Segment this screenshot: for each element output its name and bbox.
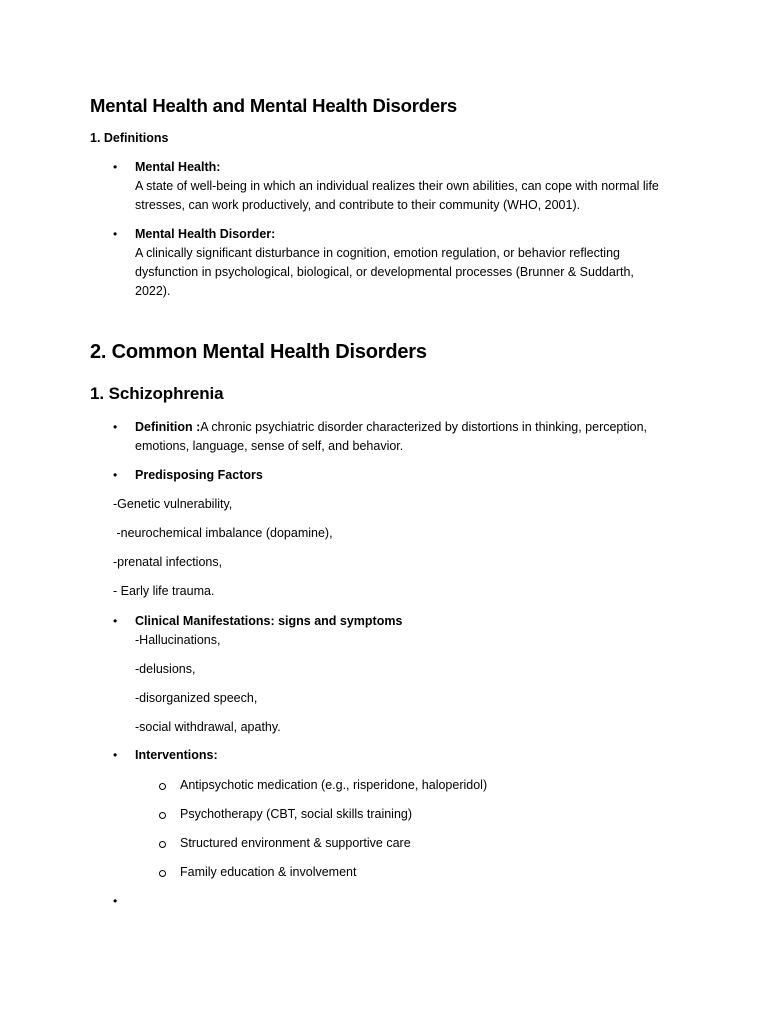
subsection-heading: 1. Schizophrenia bbox=[90, 384, 224, 403]
predisposing-label: Predisposing Factors bbox=[135, 468, 263, 482]
intervention-item: Antipsychotic medication (e.g., risperidone, haloperidol) bbox=[180, 778, 488, 792]
section-heading: 2. Common Mental Health Disorders bbox=[90, 341, 427, 363]
definition-line: dysfunction in psychological, biological, or developmental processes (Brunner & Suddarth, bbox=[135, 265, 634, 279]
definition-text bbox=[135, 177, 695, 215]
sign-item: -Hallucinations, bbox=[135, 633, 221, 647]
intervention-item: Psychotherapy (CBT, social skills training) bbox=[180, 807, 413, 821]
circle-bullet-marker bbox=[159, 870, 166, 877]
clinical-label: Clinical Manifestations: signs and symptoms bbox=[135, 614, 403, 628]
empty-bullet-marker: • bbox=[113, 894, 118, 908]
bullet-marker: • bbox=[113, 227, 118, 241]
definitions-heading: 1. Definitions bbox=[90, 131, 169, 145]
definition-line: A state of well-being in which an individual realizes their own abilities, can cope with normal life bbox=[135, 179, 659, 193]
definition-label: Mental Health: bbox=[135, 160, 221, 174]
circle-bullet-marker bbox=[159, 841, 166, 848]
circle-bullet-marker bbox=[159, 812, 166, 819]
sign-item: -disorganized speech, bbox=[135, 691, 258, 705]
definition-label: Mental Health Disorder: bbox=[135, 227, 276, 241]
factor-item: -Genetic vulnerability, bbox=[113, 497, 233, 511]
definition-label: Definition : bbox=[135, 420, 201, 434]
definition-line: stresses, can work productively, and contribute to their community (WHO, 2001). bbox=[135, 198, 581, 212]
bullet-marker: • bbox=[113, 420, 118, 434]
bullet-marker: • bbox=[113, 468, 118, 482]
definition-text bbox=[135, 418, 695, 456]
sign-item: -social withdrawal, apathy. bbox=[135, 720, 281, 734]
factor-item: - Early life trauma. bbox=[113, 584, 215, 598]
circle-bullet-marker bbox=[159, 783, 166, 790]
intervention-item: Structured environment & supportive care bbox=[180, 836, 411, 850]
bullet-marker: • bbox=[113, 614, 118, 628]
definition-line-text: A chronic psychiatric disorder characterized by distortions in thinking, perception, bbox=[200, 420, 648, 434]
definition-text bbox=[135, 244, 695, 301]
bullet-marker: • bbox=[113, 160, 118, 174]
bullet-marker: • bbox=[113, 748, 118, 762]
factor-item: -neurochemical imbalance (dopamine), bbox=[113, 526, 333, 540]
factor-item: -prenatal infections, bbox=[113, 555, 223, 569]
intervention-item: Family education & involvement bbox=[180, 865, 357, 879]
definition-line: A clinically significant disturbance in cognition, emotion regulation, or behavior reflecting bbox=[135, 246, 620, 260]
document-title: Mental Health and Mental Health Disorders bbox=[90, 95, 458, 116]
definition-line: emotions, language, sense of self, and behavior. bbox=[135, 439, 404, 453]
definition-line bbox=[135, 418, 695, 437]
interventions-label: Interventions: bbox=[135, 748, 218, 762]
sign-item: -delusions, bbox=[135, 662, 196, 676]
definition-line: 2022). bbox=[135, 284, 171, 298]
